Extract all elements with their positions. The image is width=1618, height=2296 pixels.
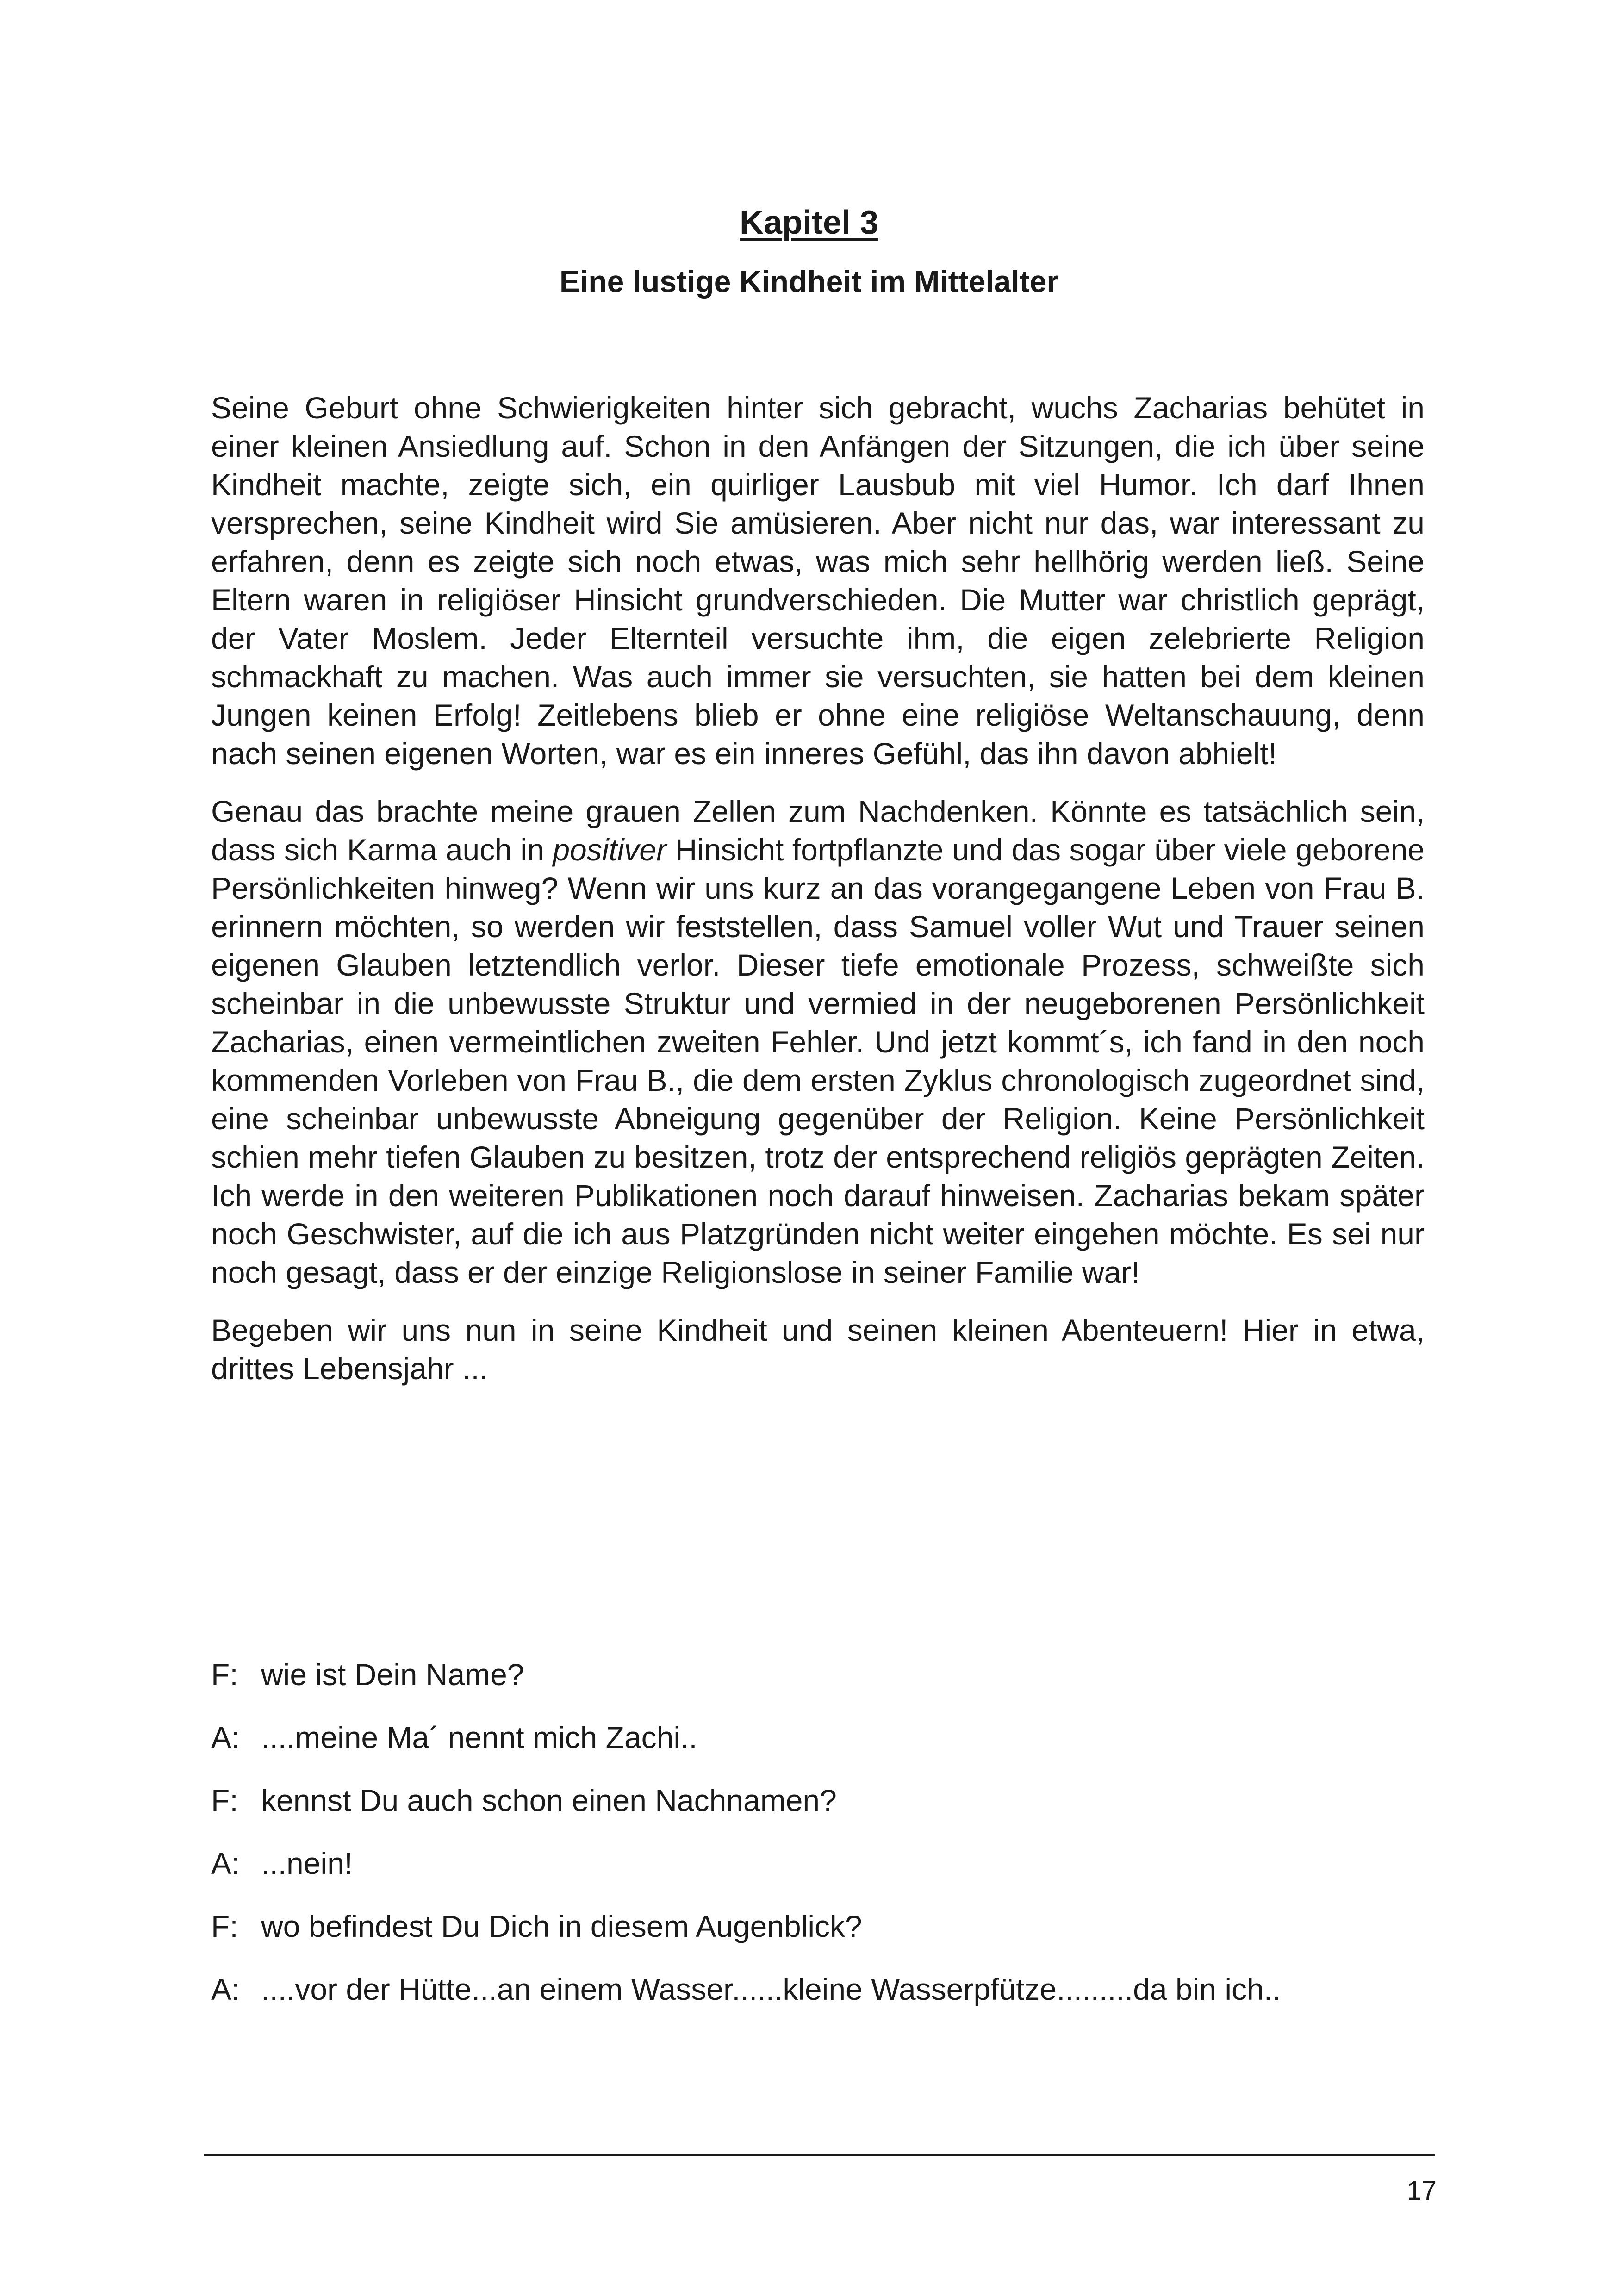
dialog-text: wie ist Dein Name? [261, 1657, 524, 1692]
body-text [211, 389, 1425, 1388]
dialog-text: ....vor der Hütte...an einem Wasser......kleine Wasserpfütze.........da bin ich.. [261, 1972, 1281, 2006]
paragraph-2 [211, 792, 1425, 1292]
emphasis-positiver: positiver [553, 833, 667, 867]
dialog-speaker: F: [211, 1783, 238, 1817]
chapter-number: Kapitel 3 [739, 204, 879, 241]
dialog-speaker: A: [211, 1720, 240, 1755]
dialog-line [211, 1846, 1425, 1909]
dialog-speaker: F: [211, 1657, 238, 1692]
dialog-transcript [211, 1657, 1425, 2035]
paragraph-1: Seine Geburt ohne Schwierigkeiten hinter sich gebracht, wuchs Zacharias behütet in einer kleinen Ansiedlung auf. Schon in den Anfängen der Sitzungen, die ich über seine Kindheit machte, zeigte sich, ein quirliger Lausbub mit viel Humor. Ich darf Ihnen versprechen, seine Kindheit wird Sie amüsieren. Aber nicht nur das, war interessant zu erfahren, denn es zeigte sich noch etwas, was mich sehr hellhörig werden ließ. Seine Eltern waren in religiöser Hinsicht grundverschieden. Die Mutter war christlich geprägt, der Vater Moslem. Jeder Elternteil versuchte ihm, die eigen zelebrierte Religion schmackhaft zu machen. Was auch immer sie versuchten, sie hatten bei dem kleinen Jungen keinen Erfolg! Zeitlebens blieb er ohne eine religiöse Weltanschauung, denn nach seinen eigenen Worten, war es ein inneres Gefühl, das ihn davon abhielt! [211, 391, 1425, 771]
dialog-text: wo befindest Du Dich in diesem Augenblick? [261, 1909, 862, 1943]
dialog-line [211, 1972, 1425, 2035]
dialog-text: ....meine Ma´ nennt mich Zachi.. [261, 1720, 697, 1755]
paragraph-2-start: Genau das brachte meine grauen Zellen zum Nachdenken. Könnte es tatsächlich sein, dass sich Karma auch in [211, 794, 1425, 867]
dialog-speaker: F: [211, 1909, 238, 1943]
paragraph-2-end: Hinsicht fortpflanzte und das sogar über viele geborene Persönlichkeiten hinweg? Wenn wir uns kurz an das vorangegangene Leben von Frau B. erinnern möchten, so werden wir feststellen, dass Samuel voller Wut und Trauer seinen eigenen Glauben letztendlich verlor. Dieser tiefe emotionale Prozess, schweißte sich scheinbar in die unbewusste Struktur und vermied in der neugeborenen Persönlichkeit Zacharias, einen vermeintlichen zweiten Fehler. Und jetzt kommt´s, ich fand in den noch kommenden Vorleben von Frau B., die dem ersten Zyklus chronologisch zugeordnet sind, eine scheinbar unbewusste Abneigung gegenüber der Religion. Keine Persönlichkeit schien mehr tiefen Glauben zu besitzen, trotz der entsprechend religiös geprägten Zeiten. Ich werde in den weiteren Publikationen noch darauf hinweisen. Zacharias bekam später noch Geschwister, auf die ich aus Platzgründen nicht weiter eingehen möchte. Es sei nur noch gesagt, dass er der einzige Religionslose in seiner Familie war! [211, 833, 1425, 1289]
page-number: 17 [1406, 2176, 1437, 2206]
dialog-line [211, 1720, 1425, 1783]
dialog-text: ...nein! [261, 1846, 353, 1880]
paragraph-3: Begeben wir uns nun in seine Kindheit und seinen kleinen Abenteuern! Hier in etwa, drittes Lebensjahr ... [211, 1313, 1425, 1386]
dialog-line [211, 1657, 1425, 1720]
dialog-line [211, 1909, 1425, 1972]
dialog-line [211, 1783, 1425, 1846]
dialog-speaker: A: [211, 1972, 240, 2006]
footer-divider [204, 2154, 1435, 2156]
dialog-text: kennst Du auch schon einen Nachnamen? [261, 1783, 837, 1817]
dialog-speaker: A: [211, 1846, 240, 1880]
chapter-title: Eine lustige Kindheit im Mittelalter [559, 264, 1059, 299]
